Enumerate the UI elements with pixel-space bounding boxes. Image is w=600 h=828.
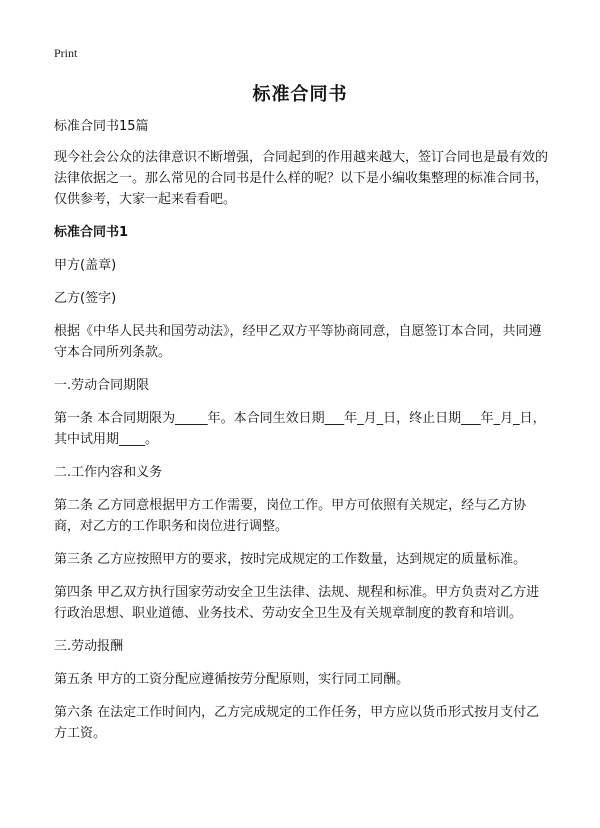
paragraph: 一.劳动合同期限 [54,378,150,393]
paragraph: 根据《中华人民共和国劳动法》，经甲乙双方平等协商同意，自愿签订本合同，共同遵守本合同所列条款。 [54,324,542,360]
paragraph: 二.工作内容和义务 [54,465,163,480]
document-subtitle: 标准合同书15篇 [54,119,149,134]
paragraph: 第二条 乙方同意根据甲方工作需要，岗位工作。甲方可依照有关规定，经与乙方协商，对乙方的工作职务和岗位进行调整。 [54,498,527,534]
paragraph: 第一条 本合同期限为_____年。本合同生效日期___年_月_日，终止日期___年_月_日，其中试用期____。 [54,411,546,447]
paragraph: 第五条 甲方的工资分配应遵循按劳分配原则，实行同工同酬。 [54,672,410,687]
print-link[interactable]: Print [54,46,78,60]
section-heading: 标准合同书1 [54,225,129,240]
paragraph: 第四条 甲乙双方执行国家劳动安全卫生法律、法规、规程和标准。甲方负责对乙方进行政治思想、职业道德、业务技术、劳动安全卫生及有关规章制度的教育和培训。 [54,585,540,621]
document-title: 标准合同书 [252,84,348,105]
paragraph: 第三条 乙方应按照甲方的要求，按时完成规定的工作数量，达到规定的质量标准。 [54,552,527,567]
document-body [54,116,550,756]
paragraph: 第六条 在法定工作时间内，乙方完成规定的工作任务，甲方应以货币形式按月支付乙方工资。 [54,705,540,741]
paragraph: 甲方(盖章) [54,258,117,273]
paragraph: 三.劳动报酬 [54,639,124,654]
paragraph: 乙方(签字) [54,291,117,306]
paragraph: 现今社会公众的法律意识不断增强，合同起到的作用越来越大，签订合同也是最有效的法律依据之一。那么常见的合同书是什么样的呢？以下是小编收集整理的标准合同书，仅供参考，大家一起来看看吧。 [54,150,549,207]
